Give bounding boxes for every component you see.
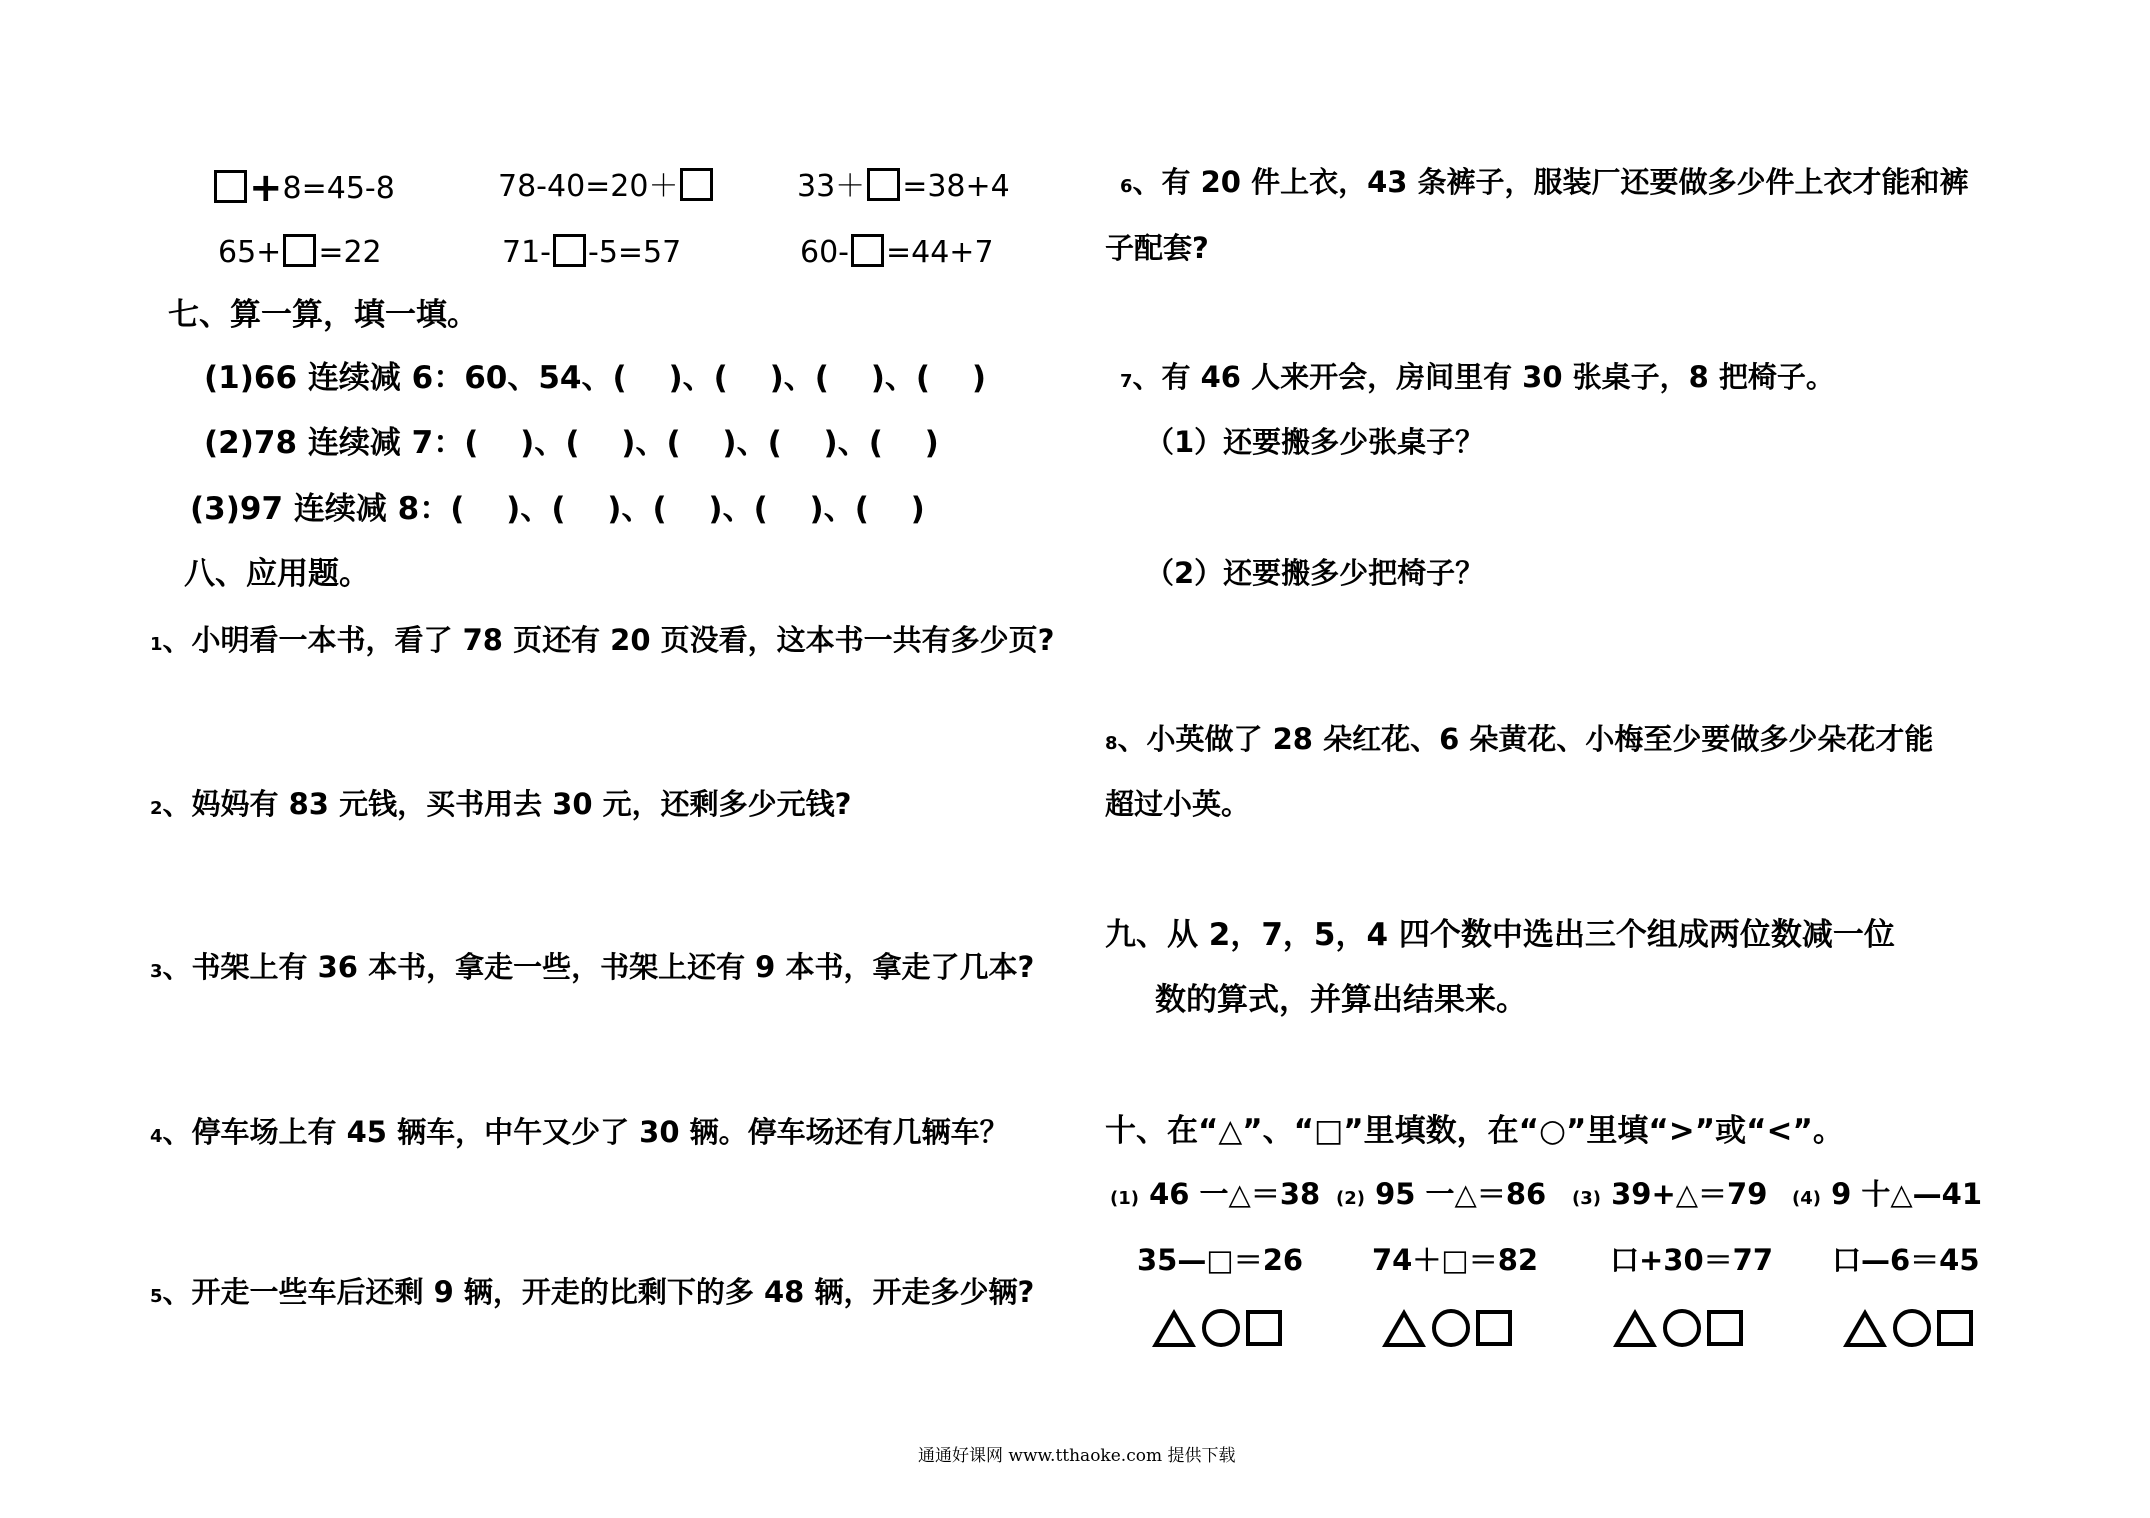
answer-box[interactable] <box>851 234 884 267</box>
section10-eq2-3: 口+30＝77 <box>1610 1243 1774 1277</box>
problem-3: 3、书架上有 36 本书，拿走一些，书架上还有 9 本书，拿走了几本? <box>150 950 1035 984</box>
answer-box[interactable] <box>553 234 586 267</box>
section10-eq-4: (4) 9 十△—41 <box>1792 1177 1983 1211</box>
answer-box[interactable] <box>867 168 900 201</box>
problem-6-line1: 6、有 20 件上衣，43 条裤子，服装厂还要做多少件上衣才能和裤 <box>1120 165 1969 199</box>
problem-6-line2: 子配套? <box>1105 231 1209 265</box>
fill-eq-r2c1: 65+ =22 <box>218 235 382 270</box>
triangle-icon[interactable] <box>1382 1309 1426 1347</box>
footer-credit: 通通好课网 www.tthaoke.com 提供下载 <box>918 1446 1236 1466</box>
square-icon[interactable] <box>1707 1310 1743 1346</box>
section10-eq-1: (1) 46 一△＝38 <box>1110 1177 1321 1211</box>
problem-7-sub1: （1）还要搬多少张桌子？ <box>1145 425 1485 459</box>
section7-item-3: (3)97 连续减 8：( )、( )、( )、( )、( ) <box>190 491 925 527</box>
problem-7-sub2: （2）还要搬多少把椅子？ <box>1145 556 1485 590</box>
answer-box[interactable] <box>283 234 316 267</box>
shape-group-2 <box>1382 1309 1512 1347</box>
circle-icon[interactable] <box>1432 1309 1470 1347</box>
square-icon[interactable] <box>1476 1310 1512 1346</box>
circle-icon[interactable] <box>1893 1309 1931 1347</box>
problem-7-line1: 7、有 46 人来开会，房间里有 30 张桌子，8 把椅子。 <box>1120 360 1835 394</box>
problem-5: 5、开走一些车后还剩 9 辆，开走的比剩下的多 48 辆，开走多少辆? <box>150 1275 1035 1309</box>
triangle-icon[interactable] <box>1613 1309 1657 1347</box>
section8-title: 八、应用题。 <box>184 556 370 592</box>
section10-eq2-1: 35—□＝26 <box>1137 1243 1304 1277</box>
section10-title: 十、在“△”、“□”里填数，在“○”里填“>”或“<”。 <box>1105 1113 1844 1149</box>
square-icon[interactable] <box>1937 1310 1973 1346</box>
section10-eq2-4: 口—6＝45 <box>1832 1243 1980 1277</box>
section9-line2: 数的算式，并算出结果来。 <box>1155 982 1527 1018</box>
shape-group-1 <box>1152 1309 1282 1347</box>
answer-box[interactable] <box>214 170 247 203</box>
section7-item-2: (2)78 连续减 7：( )、( )、( )、( )、( ) <box>204 425 939 461</box>
shape-group-4 <box>1843 1309 1973 1347</box>
problem-1: 1、小明看一本书，看了 78 页还有 20 页没看，这本书一共有多少页? <box>150 623 1055 657</box>
problem-4: 4、停车场上有 45 辆车，中午又少了 30 辆。停车场还有几辆车？ <box>150 1115 1009 1149</box>
section7-title: 七、算一算，填一填。 <box>168 297 478 333</box>
answer-box[interactable] <box>680 168 713 201</box>
shape-group-3 <box>1613 1309 1743 1347</box>
problem-8-line2: 超过小英。 <box>1105 787 1251 821</box>
fill-eq-r2c3: 60- =44+7 <box>800 235 994 270</box>
fill-eq-r1c2: 78-40=20＋ <box>498 168 715 202</box>
problem-8-line1: 8、小英做了 28 朵红花、6 朵黄花、小梅至少要做多少朵花才能 <box>1105 722 1934 756</box>
section9-line1: 九、从 2，7，5，4 四个数中选出三个组成两位数减一位 <box>1105 917 1895 953</box>
problem-2: 2、妈妈有 83 元钱，买书用去 30 元，还剩多少元钱? <box>150 787 852 821</box>
circle-icon[interactable] <box>1663 1309 1701 1347</box>
circle-icon[interactable] <box>1202 1309 1240 1347</box>
section7-item-1: (1)66 连续减 6：60、54、( )、( )、( )、( ) <box>204 360 986 396</box>
triangle-icon[interactable] <box>1152 1309 1196 1347</box>
triangle-icon[interactable] <box>1843 1309 1887 1347</box>
section10-eq-2: (2) 95 一△＝86 <box>1336 1177 1547 1211</box>
fill-eq-r2c2: 71- -5=57 <box>502 235 682 270</box>
fill-eq-r1c3: 33＋ =38+4 <box>797 169 1010 204</box>
section10-eq2-2: 74＋□＝82 <box>1372 1243 1539 1277</box>
section10-eq-3: (3) 39+△＝79 <box>1572 1177 1768 1211</box>
square-icon[interactable] <box>1246 1310 1282 1346</box>
fill-eq-r1c1: +8=45-8 <box>212 168 395 208</box>
